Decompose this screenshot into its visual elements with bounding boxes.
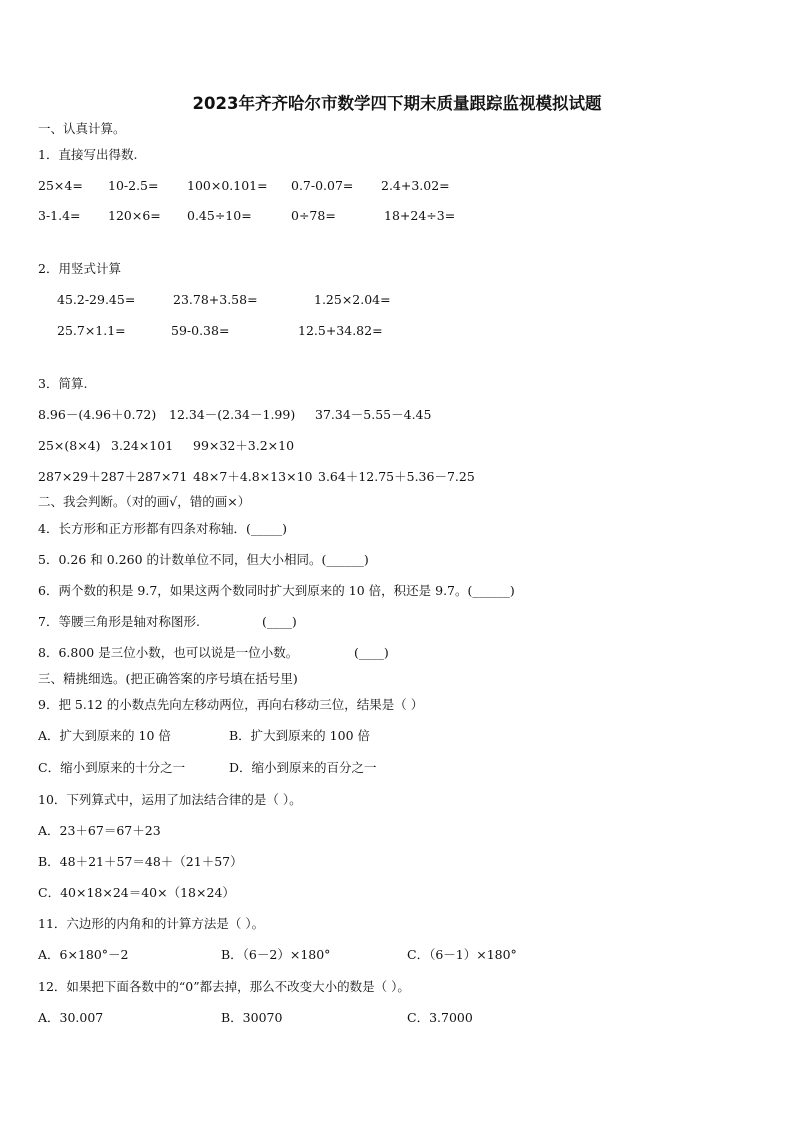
question-7-answer-blank: (____) xyxy=(262,614,297,629)
expression: 25×4= xyxy=(38,178,83,193)
question-10-option-b: B．48＋21＋57＝48＋（21＋57） xyxy=(38,854,243,869)
section-2-heading: 二、我会判断。（对的画√，错的画×） xyxy=(38,494,251,509)
expression: 3.64＋12.75＋5.36－7.25 xyxy=(318,469,475,484)
expression: 10-2.5= xyxy=(108,178,159,193)
question-5: 5．0.26 和 0.260 的计数单位不同，但大小相同。(______) xyxy=(38,552,369,567)
question-1-title: 1．直接写出得数. xyxy=(38,147,138,162)
option-c: C．缩小到原来的十分之一 xyxy=(38,760,186,775)
expression: 120×6= xyxy=(108,208,161,223)
question-7-text: 7．等腰三角形是轴对称图形. xyxy=(38,614,200,629)
expression: 45.2-29.45= xyxy=(57,292,136,307)
question-3-title: 3．简算. xyxy=(38,376,88,391)
question-8-answer-blank: (____) xyxy=(354,645,389,660)
expression: 23.78+3.58= xyxy=(173,292,258,307)
expression: 100×0.101= xyxy=(187,178,268,193)
expression: 59-0.38= xyxy=(171,323,230,338)
question-9-stem: 9．把 5.12 的小数点先向左移动两位，再向右移动三位，结果是（ ） xyxy=(38,697,424,712)
expression: 1.25×2.04= xyxy=(314,292,391,307)
option-b: B．（6－2）×180° xyxy=(221,947,331,962)
expression: 3-1.4= xyxy=(38,208,81,223)
expression: 99×32＋3.2×10 xyxy=(193,438,295,453)
section-3-heading: 三、精挑细选。(把正确答案的序号填在括号里) xyxy=(38,671,298,686)
expression: 12.5+34.82= xyxy=(298,323,383,338)
option-a: A．30.007 xyxy=(38,1010,104,1025)
expression: 2.4+3.02= xyxy=(381,178,450,193)
expression: 0÷78= xyxy=(291,208,336,223)
option-a: A．扩大到原来的 10 倍 xyxy=(38,728,171,743)
question-6: 6．两个数的积是 9.7，如果这两个数同时扩大到原来的 10 倍，积还是 9.7。(______) xyxy=(38,583,515,598)
expression: 37.34－5.55－4.45 xyxy=(315,407,432,422)
option-c: C．（6－1）×180° xyxy=(407,947,517,962)
expression: 0.7-0.07= xyxy=(291,178,354,193)
expression: 287×29＋287＋287×71 xyxy=(38,469,188,484)
question-12-stem: 12．如果把下面各数中的“0”都去掉，那么不改变大小的数是（ ）。 xyxy=(38,979,410,994)
expression: 3.24×101 xyxy=(111,438,174,453)
option-b: B．扩大到原来的 100 倍 xyxy=(229,728,370,743)
expression: 12.34－(2.34－1.99) xyxy=(169,407,296,422)
question-8 xyxy=(38,645,298,661)
expression: 18+24÷3= xyxy=(384,208,456,223)
question-7 xyxy=(38,614,200,630)
option-c: C．3.7000 xyxy=(407,1010,473,1025)
question-10-option-c: C．40×18×24＝40×（18×24） xyxy=(38,885,235,900)
question-10-option-a: A．23＋67＝67＋23 xyxy=(38,823,161,838)
question-8-text: 8．6.800 是三位小数，也可以说是一位小数。 xyxy=(38,645,299,660)
expression: 25.7×1.1= xyxy=(57,323,126,338)
question-4: 4．长方形和正方形都有四条对称轴．(_____) xyxy=(38,521,287,536)
expression: 0.45÷10= xyxy=(187,208,252,223)
expression: 8.96－(4.96＋0.72) xyxy=(38,407,157,422)
expression: 48×7＋4.8×13×10 xyxy=(193,469,313,484)
question-10-stem: 10．下列算式中，运用了加法结合律的是（ ）。 xyxy=(38,792,302,807)
expression: 25×(8×4) xyxy=(38,438,101,453)
option-d: D．缩小到原来的百分之一 xyxy=(229,760,377,775)
question-11-stem: 11．六边形的内角和的计算方法是（ ）。 xyxy=(38,916,265,931)
page-title: 2023年齐齐哈尔市数学四下期末质量跟踪监视模拟试题 xyxy=(192,94,602,113)
option-a: A．6×180°－2 xyxy=(38,947,129,962)
section-1-heading: 一、认真计算。 xyxy=(38,121,126,136)
option-b: B．30070 xyxy=(221,1010,283,1025)
question-2-title: 2．用竖式计算 xyxy=(38,261,121,276)
